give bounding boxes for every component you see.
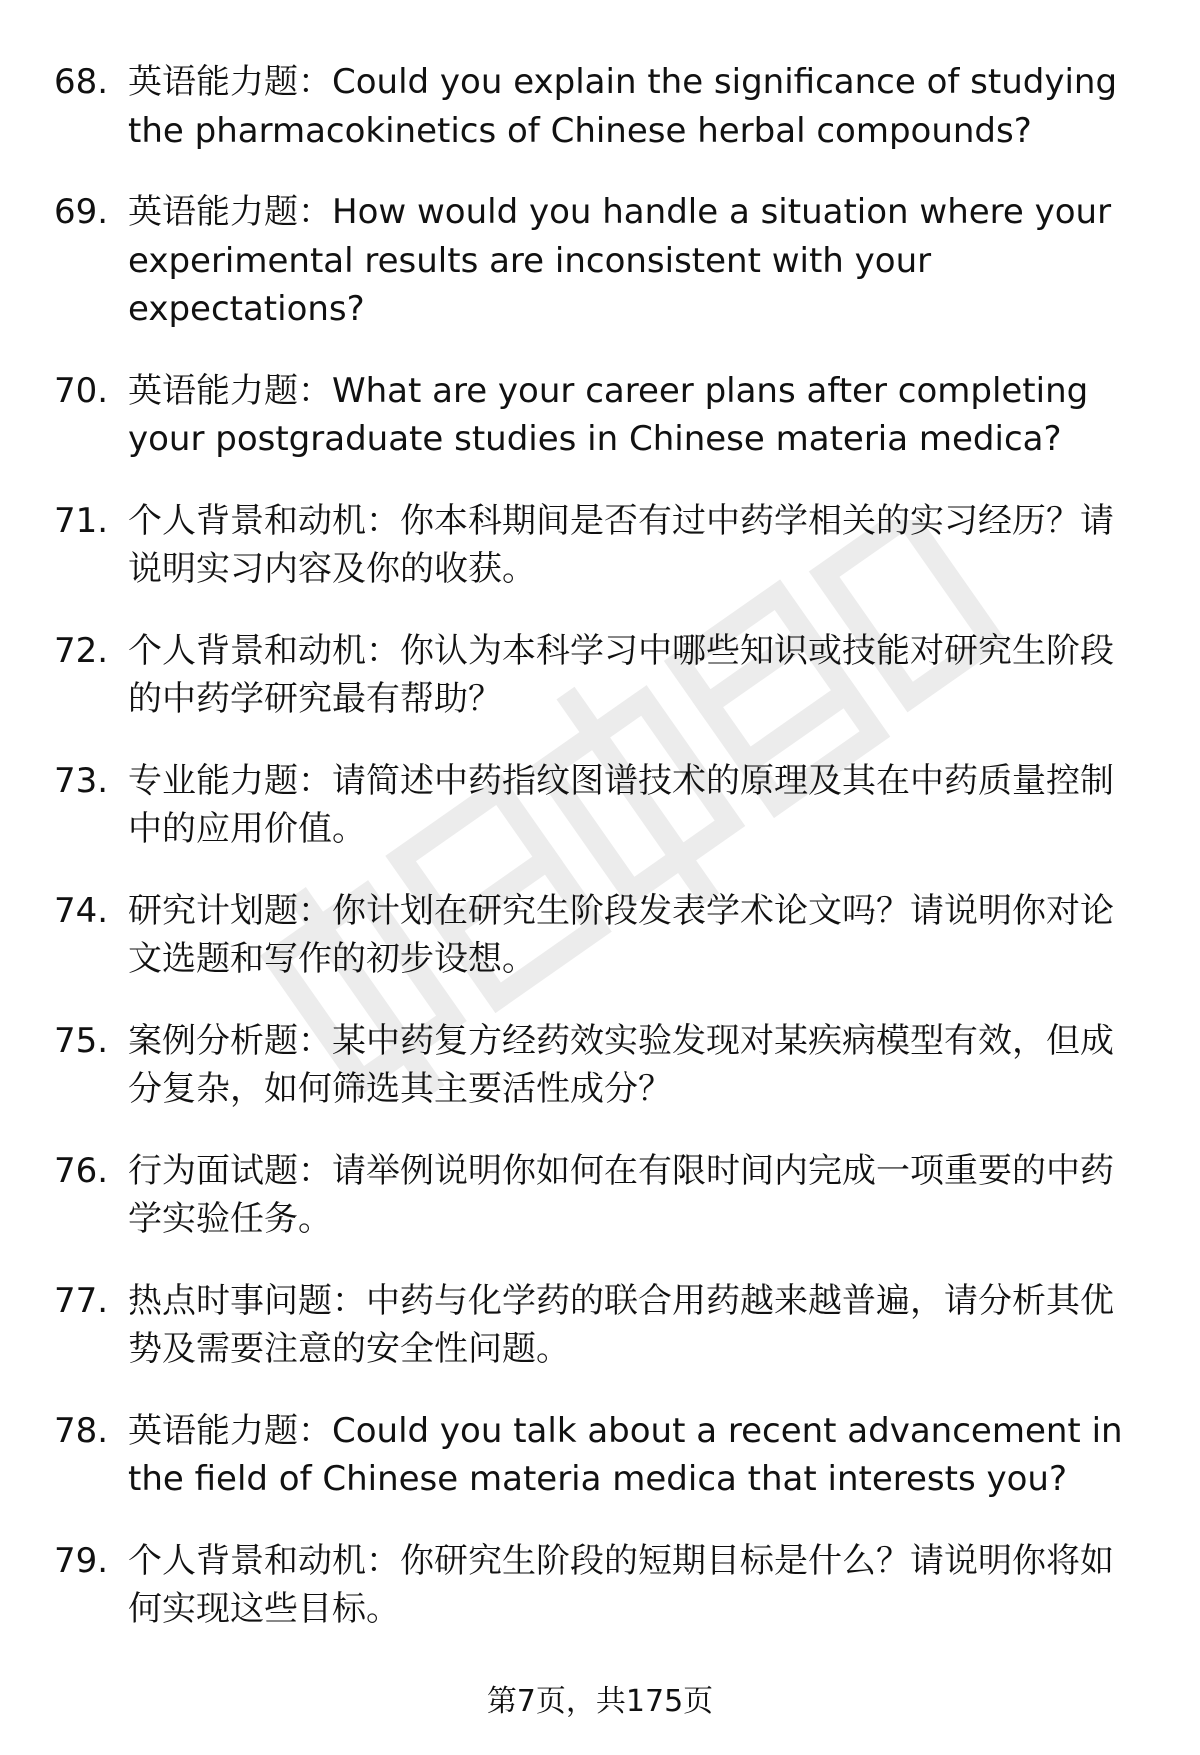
question-item-73 xyxy=(54,757,1144,854)
question-number: 72. xyxy=(54,630,109,671)
question-list xyxy=(54,58,1144,1667)
question-item-79 xyxy=(54,1537,1144,1634)
question-number: 71. xyxy=(54,500,109,541)
question-number: 78. xyxy=(54,1410,109,1451)
question-item-78 xyxy=(54,1407,1144,1504)
question-text: 个人背景和动机：你认为本科学习中哪些知识或技能对研究生阶段的中药学研究最有帮助？ xyxy=(128,630,1114,719)
question-number: 79. xyxy=(54,1540,109,1581)
question-number: 69. xyxy=(54,192,109,232)
question-text: 个人背景和动机：你研究生阶段的短期目标是什么？请说明你将如何实现这些目标。 xyxy=(128,1540,1114,1629)
question-text: 热点时事问题：中药与化学药的联合用药越来越普遍，请分析其优势及需要注意的安全性问题。 xyxy=(128,1280,1114,1369)
question-number: 70. xyxy=(54,370,109,411)
question-item-71 xyxy=(54,497,1144,594)
question-item-74 xyxy=(54,887,1144,984)
page-number-footer: 第7页，共175页 xyxy=(486,1684,714,1719)
question-text: 案例分析题：某中药复方经药效实验发现对某疾病模型有效，但成分复杂，如何筛选其主要活性成分？ xyxy=(128,1020,1114,1109)
question-item-69 xyxy=(54,188,1144,334)
question-text: 英语能力题：How would you handle a situation where your experimental results are inconsistent with your expectations? xyxy=(128,192,1112,329)
question-item-68 xyxy=(54,58,1144,155)
question-item-70 xyxy=(54,367,1144,464)
question-number: 68. xyxy=(54,62,109,102)
question-text: 英语能力题：What are your career plans after completing your postgraduate studies in Chinese materia medica? xyxy=(128,370,1089,459)
question-item-77 xyxy=(54,1277,1144,1374)
question-item-76 xyxy=(54,1147,1144,1244)
question-number: 77. xyxy=(54,1280,109,1321)
question-text: 英语能力题：Could you talk about a recent advancement in the field of Chinese materia medica that interests you? xyxy=(128,1410,1123,1499)
question-item-75 xyxy=(54,1017,1144,1114)
question-text: 英语能力题：Could you explain the significance of studying the pharmacokinetics of Chinese herbal compounds? xyxy=(128,62,1118,151)
question-text: 专业能力题：请简述中药指纹图谱技术的原理及其在中药质量控制中的应用价值。 xyxy=(128,760,1114,849)
question-text: 行为面试题：请举例说明你如何在有限时间内完成一项重要的中药学实验任务。 xyxy=(128,1150,1114,1239)
question-number: 75. xyxy=(54,1020,109,1061)
question-number: 76. xyxy=(54,1150,109,1191)
question-text: 研究计划题：你计划在研究生阶段发表学术论文吗？请说明你对论文选题和写作的初步设想。 xyxy=(128,890,1114,979)
question-text: 个人背景和动机：你本科期间是否有过中药学相关的实习经历？请说明实习内容及你的收获。 xyxy=(128,500,1114,589)
question-number: 74. xyxy=(54,890,109,931)
question-number: 73. xyxy=(54,760,109,801)
question-item-72 xyxy=(54,627,1144,724)
